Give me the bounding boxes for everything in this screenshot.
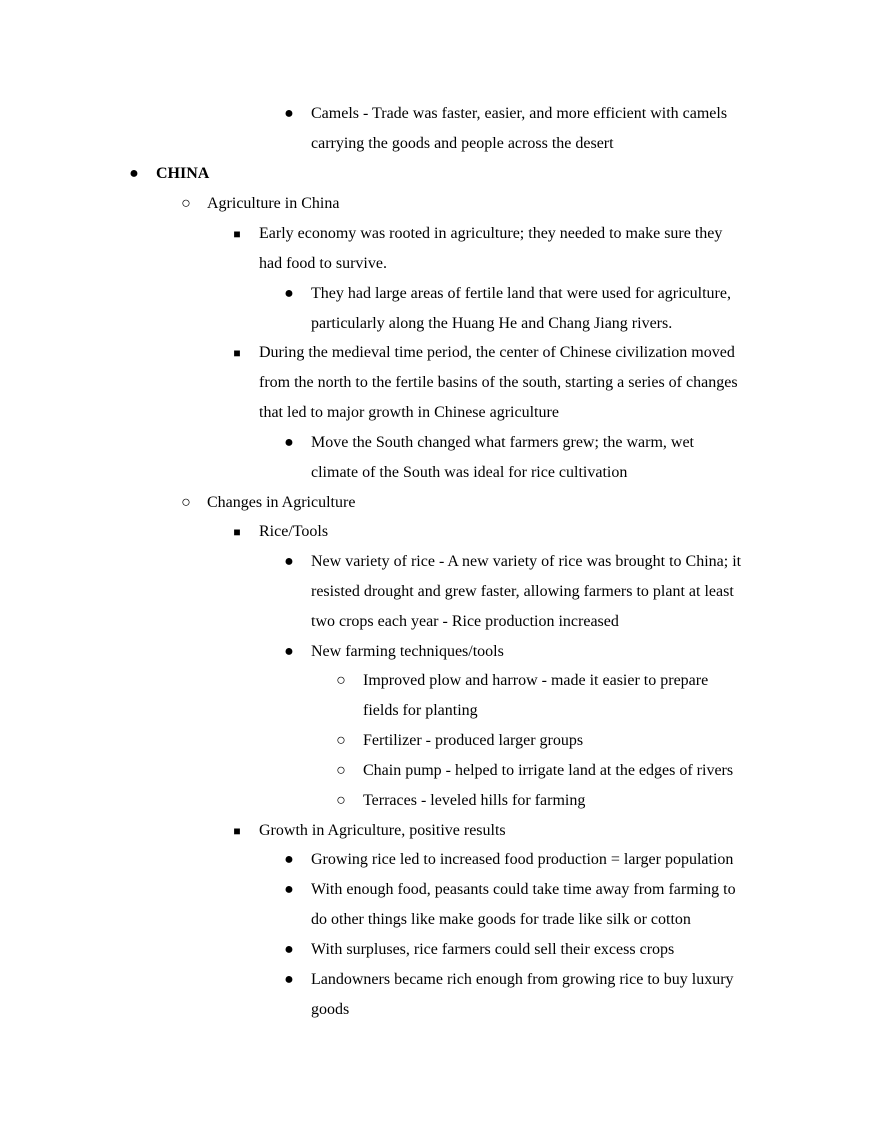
landowners-line-1: Landowners became rich enough from growing rice to buy luxury [311,971,734,988]
growth-heading: Growth in Agriculture, positive results [259,822,506,839]
circle-bullet-icon: ○ [336,732,346,749]
fertilizer-text: Fertilizer - produced larger groups [363,732,584,749]
growing-rice-text: Growing rice led to increased food production = larger population [311,851,734,868]
new-rice-line-2: resisted drought and grew faster, allowing farmers to plant at least [311,583,734,600]
enough-food-line-1: With enough food, peasants could take time away from farming to [311,881,736,898]
chain-pump-text: Chain pump - helped to irrigate land at the edges of rivers [363,762,734,779]
new-techniques-heading: New farming techniques/tools [311,643,504,660]
move-south-line-1: Move the South changed what farmers grew; the warm, wet [311,434,694,451]
medieval-period-line-1: During the medieval time period, the center of Chinese civilization moved [259,344,735,361]
square-bullet-icon: ■ [233,824,241,838]
circle-bullet-icon: ○ [181,195,191,212]
disc-bullet-icon: ● [284,285,294,302]
move-south-line-2: climate of the South was ideal for rice cultivation [311,464,628,481]
china-heading: CHINA [156,165,210,182]
landowners-line-2: goods [311,1001,350,1018]
camels-text-line-2: carrying the goods and people across the desert [311,135,614,152]
rice-tools-heading: Rice/Tools [259,523,329,540]
new-rice-line-3: two crops each year - Rice production increased [311,613,619,630]
terraces-text: Terraces - leveled hills for farming [363,792,586,809]
surpluses-text: With surpluses, rice farmers could sell their excess crops [311,941,675,958]
fertile-land-line-2: particularly along the Huang He and Chang Jiang rivers. [311,315,673,332]
disc-bullet-icon: ● [284,941,294,958]
disc-bullet-icon: ● [284,434,294,451]
disc-bullet-icon: ● [284,643,294,660]
disc-bullet-icon: ● [284,105,294,122]
circle-bullet-icon: ○ [181,494,191,511]
enough-food-line-2: do other things like make goods for trade like silk or cotton [311,911,691,928]
disc-bullet-icon: ● [129,165,139,182]
disc-bullet-icon: ● [284,851,294,868]
disc-bullet-icon: ● [284,881,294,898]
circle-bullet-icon: ○ [336,792,346,809]
medieval-period-line-3: that led to major growth in Chinese agriculture [259,404,559,421]
circle-bullet-icon: ○ [336,762,346,779]
plow-line-2: fields for planting [363,702,478,719]
camels-text-line-1: Camels - Trade was faster, easier, and more efficient with camels [311,105,728,122]
fertile-land-line-1: They had large areas of fertile land that were used for agriculture, [311,285,731,302]
square-bullet-icon: ■ [233,346,241,360]
circle-bullet-icon: ○ [336,672,346,689]
square-bullet-icon: ■ [233,525,241,539]
disc-bullet-icon: ● [284,553,294,570]
new-rice-line-1: New variety of rice - A new variety of rice was brought to China; it [311,553,742,570]
medieval-period-line-2: from the north to the fertile basins of the south, starting a series of changes [259,374,738,391]
disc-bullet-icon: ● [284,971,294,988]
agriculture-in-china-heading: Agriculture in China [207,195,340,212]
early-economy-line-2: had food to survive. [259,255,387,272]
changes-in-agriculture-heading: Changes in Agriculture [207,494,356,511]
plow-line-1: Improved plow and harrow - made it easier to prepare [363,672,709,689]
square-bullet-icon: ■ [233,227,241,241]
early-economy-line-1: Early economy was rooted in agriculture; they needed to make sure they [259,225,723,242]
